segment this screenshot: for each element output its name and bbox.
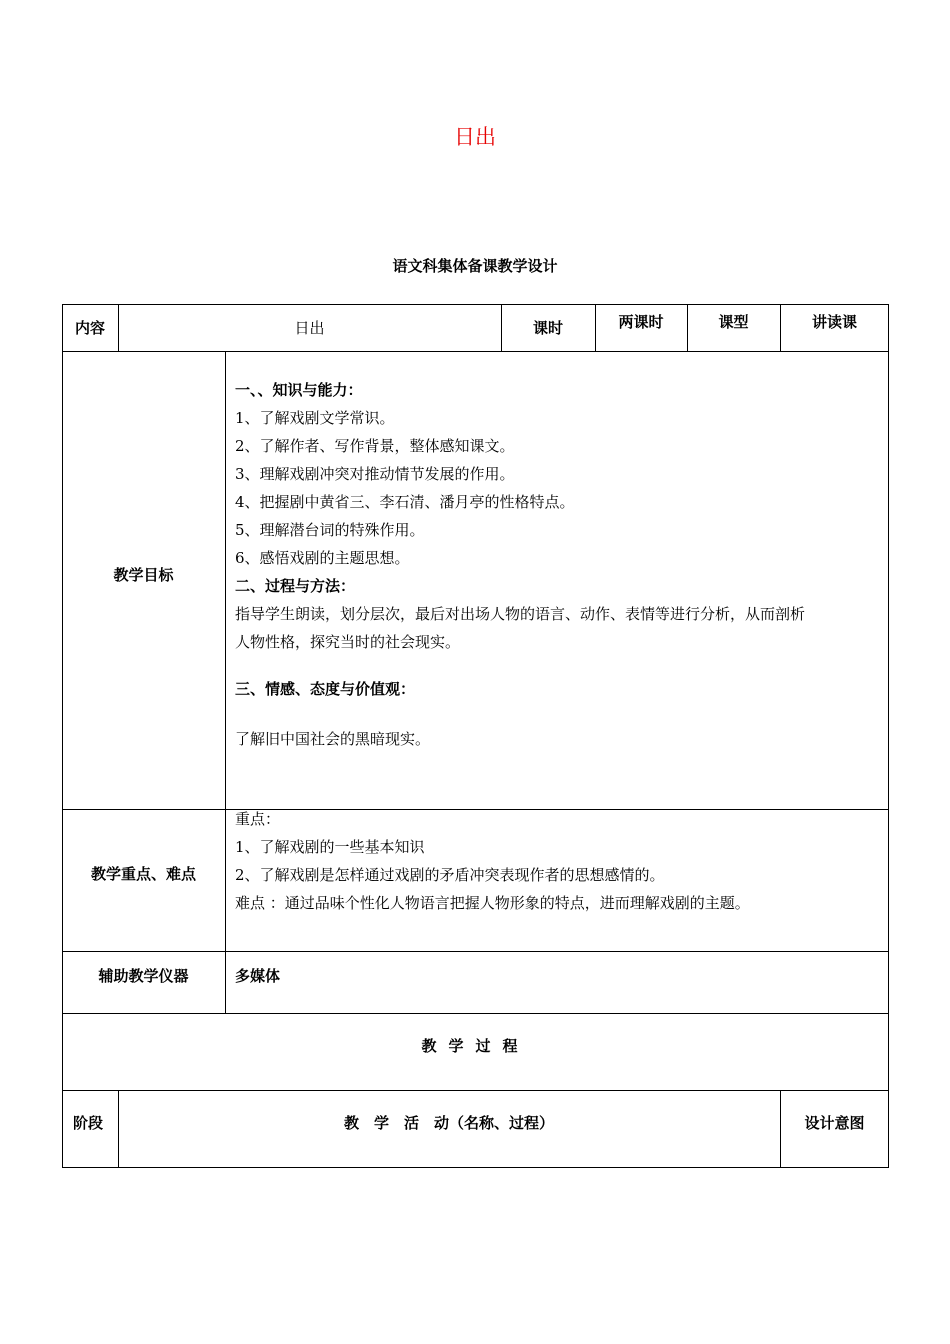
- difficulty-text: 难点 ：通过品味个性化人物语言把握人物形象的特点，进而理解戏剧的主题。: [235, 894, 750, 912]
- process-method-heading: 二、过程与方法：: [235, 577, 356, 595]
- row-divider: [62, 951, 889, 952]
- document-subtitle: 语文科集体备课教学设计: [392, 257, 558, 275]
- focus-item: 2、了解戏剧是怎样通过戏剧的矛盾冲突表现作者的思想感情的。: [235, 866, 665, 884]
- intent-label: 设计意图: [804, 1114, 865, 1132]
- attitude-block: [235, 675, 883, 703]
- attitude-heading: 三、情感、态度与价值观：: [235, 680, 416, 698]
- objective-item: 2、了解作者、写作背景，整体感知课文。: [235, 437, 515, 455]
- attitude-text: 了解旧中国社会的黑暗现实。: [235, 730, 431, 748]
- attitude-text-block: [235, 725, 883, 753]
- stage-label: 阶段: [73, 1114, 104, 1132]
- objective-item: 4、把握剧中黄省三、李石清、潘月亭的性格特点。: [235, 493, 575, 511]
- objectives-label: 教学目标: [113, 566, 174, 584]
- knowledge-heading: 一、、知识与能力：: [235, 381, 363, 399]
- col-divider: [225, 351, 226, 1013]
- period-value: 两课时: [618, 313, 664, 331]
- content-value: 日出: [294, 319, 325, 337]
- key-points-label: 教学重点、难点: [90, 865, 196, 883]
- row-divider: [62, 351, 889, 352]
- row-divider: [62, 1090, 889, 1091]
- objective-item: 1、了解戏剧文学常识。: [235, 409, 395, 427]
- focus-label: 重点：: [235, 810, 281, 828]
- activity-label: 教 学 活 动（名称、过程）: [343, 1114, 554, 1132]
- equipment-label: 辅助教学仪器: [98, 967, 189, 985]
- objectives-content: [235, 376, 883, 656]
- process-method-text: 指导学生朗读，划分层次，最后对出场人物的语言、动作、表情等进行分析，从而剖析: [235, 605, 806, 623]
- period-label: 课时: [532, 319, 563, 337]
- row-divider: [62, 1013, 889, 1014]
- equipment-value: 多媒体: [235, 967, 281, 985]
- objective-item: 5、理解潜台词的特殊作用。: [235, 521, 425, 539]
- page-title: 日出: [454, 125, 496, 149]
- type-value: 讲读课: [811, 313, 857, 331]
- key-points-content: [235, 805, 883, 917]
- process-method-text: 人物性格，探究当时的社会现实。: [235, 633, 461, 651]
- content-label: 内容: [75, 319, 106, 337]
- focus-item: 1、了解戏剧的一些基本知识: [235, 838, 425, 856]
- objective-item: 6、感悟戏剧的主题思想。: [235, 549, 410, 567]
- process-heading: 教学过程: [421, 1037, 530, 1055]
- type-label: 课型: [718, 313, 749, 331]
- objective-item: 3、理解戏剧冲突对推动情节发展的作用。: [235, 465, 515, 483]
